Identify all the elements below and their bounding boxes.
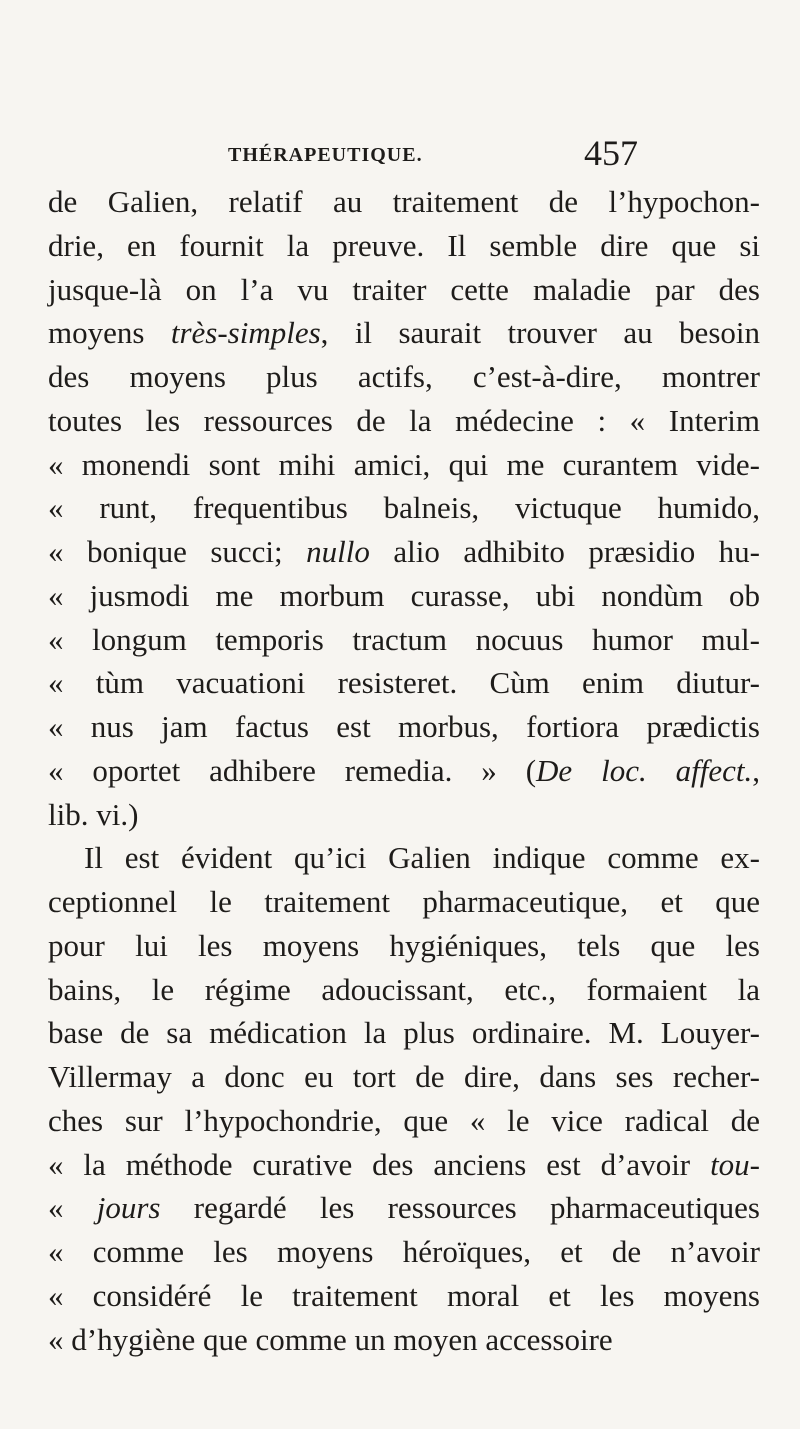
text-line: de Galien, relatif au traitement de l’hypochon- xyxy=(48,184,760,219)
text-line: lib. vi.) xyxy=(48,796,139,832)
text-line: « la méthode curative des anciens est d’avoir tou- xyxy=(48,1146,760,1182)
text-line: « bonique succi; nullo alio adhibito præsidio hu- xyxy=(48,534,760,569)
running-head: THÉRAPEUTIQUE. xyxy=(228,144,423,166)
text-line: ches sur l’hypochondrie, que « le vice radical de xyxy=(48,1102,760,1138)
text-line: ceptionnel le traitement pharmaceutique, et que xyxy=(48,884,760,919)
body-text xyxy=(48,180,760,1361)
text-line: des moyens plus actifs, c’est-à-dire, montrer xyxy=(48,359,760,394)
italic-text: De loc. affect. xyxy=(536,752,753,788)
text-line: « jours regardé les ressources pharmaceutiques xyxy=(48,1190,760,1226)
text-line: « tùm vacuationi resisteret. Cùm enim diutur- xyxy=(48,665,760,701)
text-line: Il est évident qu’ici Galien indique comme ex- xyxy=(84,840,760,876)
text-line: toutes les ressources de la médecine : « Interim xyxy=(48,402,760,438)
text-line: « comme les moyens héroïques, et de n’avoir xyxy=(48,1234,760,1269)
page-number: 457 xyxy=(584,133,638,173)
text-line: Villermay a donc eu tort de dire, dans ses recher- xyxy=(48,1059,760,1094)
text-line: « d’hygiène que comme un moyen accessoire xyxy=(48,1321,613,1357)
italic-text: nullo xyxy=(306,534,370,569)
text-line: « considéré le traitement moral et les moyens xyxy=(48,1277,760,1313)
text-line: « nus jam factus est morbus, fortiora prædictis xyxy=(48,709,760,744)
italic-text: tou- xyxy=(710,1146,760,1182)
italic-text: jours xyxy=(96,1190,161,1226)
text-line: drie, en fournit la preuve. Il semble dire que si xyxy=(48,227,760,263)
text-line: « monendi sont mihi amici, qui me curantem vide- xyxy=(48,446,760,482)
text-line: « runt, frequentibus balneis, victuque humido, xyxy=(48,490,760,526)
text-line: « longum temporis tractum nocuus humor mul- xyxy=(48,621,760,657)
text-line: « jusmodi me morbum curasse, ubi nondùm ob xyxy=(48,577,760,613)
text-line: base de sa médication la plus ordinaire. M. Louyer- xyxy=(48,1015,760,1051)
text-line: moyens très-simples, il saurait trouver au besoin xyxy=(48,315,760,351)
italic-text: très-simples xyxy=(170,315,321,351)
text-line: « oportet adhibere remedia. » (De loc. affect., xyxy=(48,752,760,788)
text-line: pour lui les moyens hygiéniques, tels que les xyxy=(48,927,760,963)
text-line: bains, le régime adoucissant, etc., formaient la xyxy=(48,971,760,1007)
page-header xyxy=(0,132,800,182)
text-line: jusque-là on l’a vu traiter cette maladie par des xyxy=(48,271,760,307)
